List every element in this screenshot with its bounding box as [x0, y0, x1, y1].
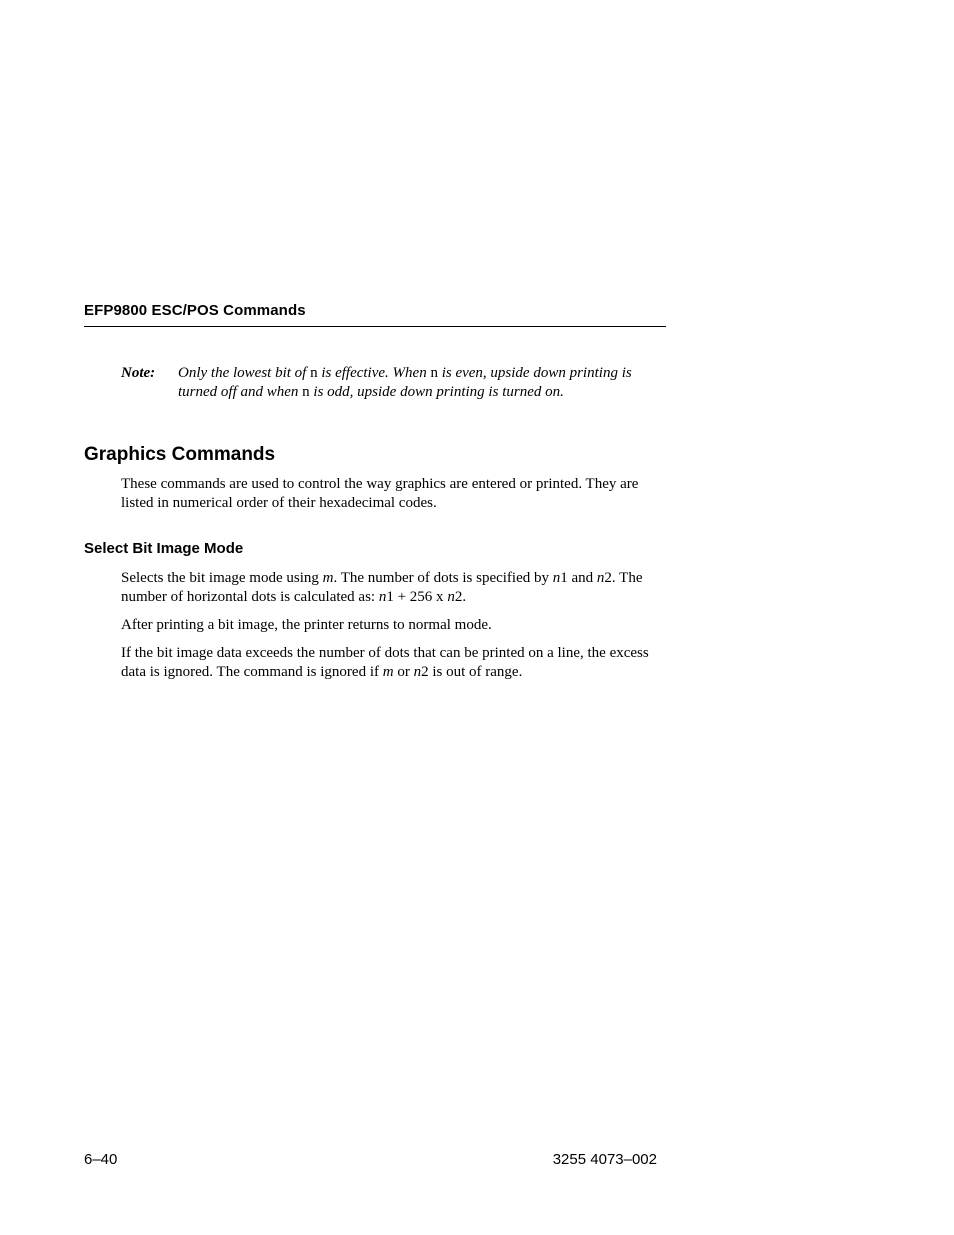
- note-variable-n: n: [430, 365, 438, 381]
- running-header: EFP9800 ESC/POS Commands: [84, 302, 306, 319]
- note-text-part: Only the lowest bit of: [178, 365, 311, 381]
- variable-n: n: [447, 589, 455, 605]
- text-part: 1 + 256 x: [386, 589, 448, 605]
- note-text-part: is effective. When: [317, 365, 431, 381]
- section-title-graphics-commands: Graphics Commands: [84, 444, 276, 465]
- text-part: 2. The number of horizontal dots is calculated as:: [121, 570, 643, 605]
- note-variable-n: n: [302, 384, 310, 400]
- variable-n: n: [378, 589, 387, 605]
- variable-m: m: [382, 664, 394, 680]
- text-part: . The number of dots is specified by: [333, 570, 553, 586]
- text-part: 1 and: [560, 570, 597, 586]
- note-text: [178, 364, 648, 402]
- bit-image-paragraph-1: [121, 569, 661, 607]
- text-part: or: [393, 664, 414, 680]
- document-number: 3255 4073–002: [552, 1151, 657, 1168]
- bit-image-paragraph-3: [121, 644, 661, 682]
- text-part: 2 is out of range.: [421, 664, 523, 680]
- text-part: If the bit image data exceeds the number of dots that can be printed on a line, the excess data is ignored. The command is ignored if: [121, 645, 649, 680]
- note-text-part: is even, upside down printing is turned off and when: [178, 365, 632, 400]
- variable-n: n: [596, 570, 605, 586]
- variable-n: n: [552, 570, 561, 586]
- bit-image-paragraph-2: After printing a bit image, the printer returns to normal mode.: [121, 617, 492, 633]
- header-rule: [84, 326, 666, 327]
- variable-n: n: [413, 664, 422, 680]
- note-label: Note:: [121, 365, 156, 381]
- subsection-title-select-bit-image-mode: Select Bit Image Mode: [84, 540, 244, 557]
- note-text-part: is odd, upside down printing is turned on.: [309, 384, 564, 400]
- text-part: Selects the bit image mode using: [121, 570, 323, 586]
- text-part: 2.: [454, 589, 467, 605]
- variable-m: m: [322, 570, 334, 586]
- page-number: 6–40: [84, 1151, 118, 1168]
- note-variable-n: n: [310, 365, 318, 381]
- graphics-intro-paragraph: These commands are used to control the way graphics are entered or printed. They are listed in numerical order of their hexadecimal codes.: [121, 476, 639, 511]
